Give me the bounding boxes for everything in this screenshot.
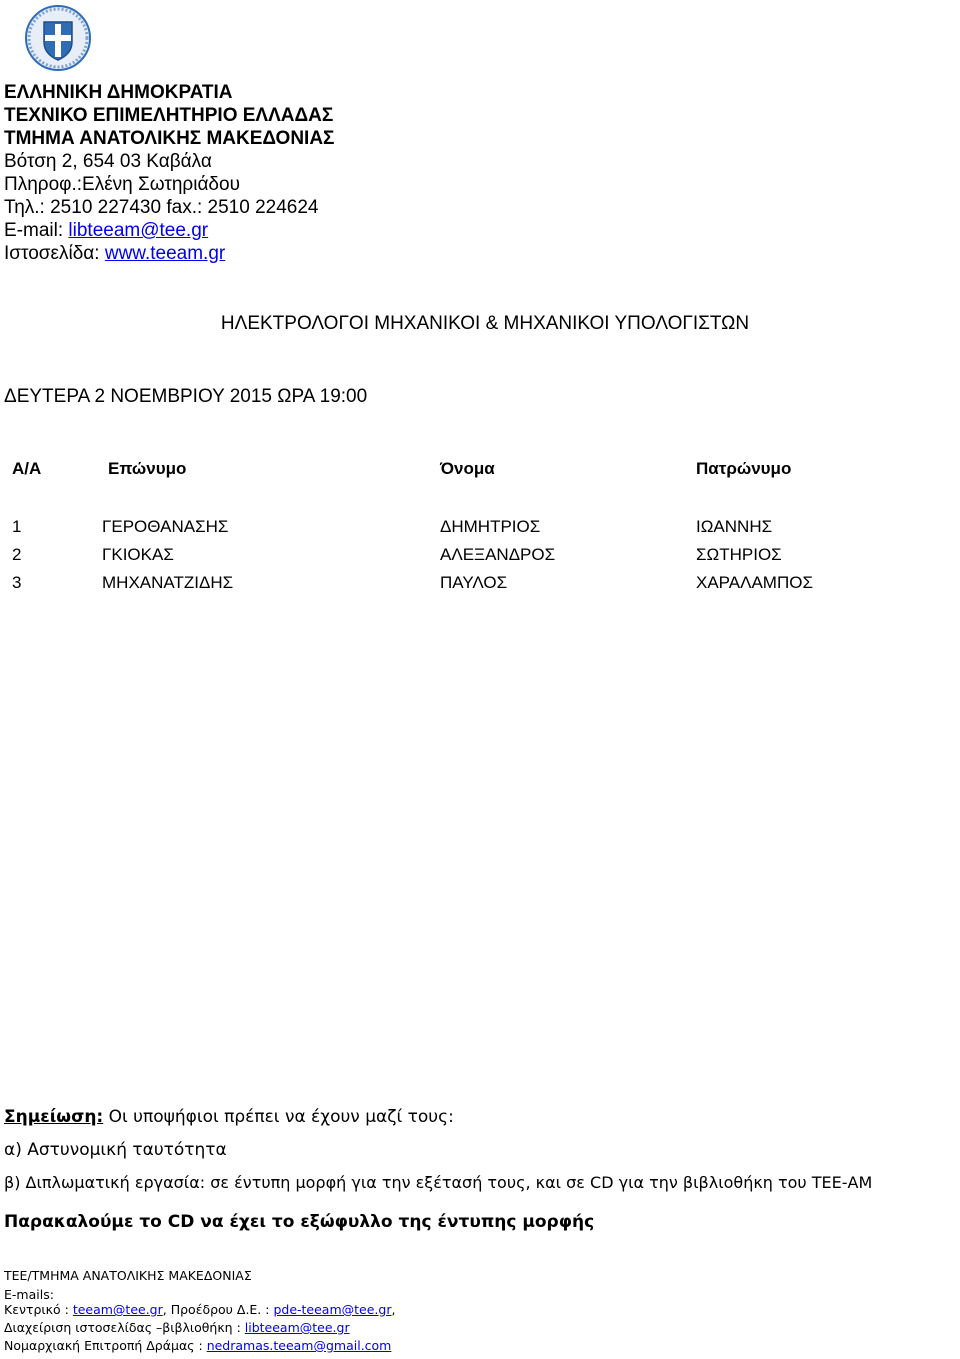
footer-emails-label: E-mails: bbox=[4, 1287, 54, 1302]
footer-library-line bbox=[4, 1318, 350, 1337]
note-text: Οι υποψήφιοι πρέπει να έχουν μαζί τους: bbox=[103, 1107, 454, 1127]
row-name: ΠΑΥΛΟΣ bbox=[440, 573, 508, 592]
email-label: E-mail: bbox=[4, 220, 69, 241]
phone-fax: Τηλ.: 2510 227430 fax.: 2510 224624 bbox=[4, 197, 319, 218]
note-label: Σημείωση: bbox=[4, 1107, 104, 1127]
row-surname: ΓΚΙΟΚΑΣ bbox=[102, 545, 174, 564]
footer-library-email[interactable]: libteeam@tee.gr bbox=[244, 1320, 350, 1335]
address: Βότση 2, 654 03 Καβάλα bbox=[4, 151, 212, 172]
footer-central-email[interactable]: teeam@tee.gr bbox=[72, 1302, 163, 1317]
col-header-name: Όνομα bbox=[440, 459, 495, 478]
col-header-aa: Α/Α bbox=[12, 459, 42, 478]
note-item-b: β) Διπλωματική εργασία: σε έντυπη μορφή για την εξέτασή τους, και σε CD για την βιβλιοθήκη του ΤΕΕ-ΑΜ bbox=[4, 1173, 873, 1192]
row-surname: ΓΕΡΟΘΑΝΑΣΗΣ bbox=[102, 517, 229, 536]
row-father: ΙΩΑΝΝΗΣ bbox=[696, 517, 773, 536]
footer-library-label: Διαχείριση ιστοσελίδας –βιβλιοθήκη : bbox=[4, 1320, 245, 1335]
org-line-3: ΤΜΗΜΑ ΑΝΑΤΟΛΙΚΗΣ ΜΑΚΕΔΟΝΙΑΣ bbox=[4, 128, 335, 149]
row-number: 2 bbox=[12, 545, 22, 564]
row-father: ΣΩΤΗΡΙΟΣ bbox=[696, 545, 782, 564]
note-item-a: α) Αστυνομική ταυτότητα bbox=[4, 1140, 227, 1160]
exam-date: ΔΕΥΤΕΡΑ 2 ΝΟΕΜΒΡΙΟΥ 2015 ΩΡΑ 19:00 bbox=[4, 386, 368, 407]
footer-president-email[interactable]: pde-teeam@tee.gr bbox=[273, 1302, 392, 1317]
footer-president-label: , Προέδρου Δ.Ε. : bbox=[162, 1302, 274, 1317]
email-line bbox=[4, 219, 208, 242]
row-father: ΧΑΡΑΛΑΜΠΟΣ bbox=[696, 573, 813, 592]
website-line bbox=[4, 242, 225, 265]
footer-drama-email[interactable]: nedramas.teeam@gmail.com bbox=[206, 1338, 392, 1353]
row-name: ΑΛΕΞΑΝΔΡΟΣ bbox=[440, 545, 556, 564]
note-emphasis: Παρακαλούμε το CD να έχει το εξώφυλλο της έντυπης μορφής bbox=[4, 1212, 595, 1232]
greek-emblem-logo bbox=[24, 4, 92, 72]
row-number: 3 bbox=[12, 573, 22, 592]
col-header-father: Πατρώνυμο bbox=[696, 459, 792, 478]
email-link[interactable]: libteeam@tee.gr bbox=[68, 220, 209, 241]
footer-drama-label: Νομαρχιακή Επιτροπή Δράμας : bbox=[4, 1338, 207, 1353]
info-contact: Πληροφ.:Ελένη Σωτηριάδου bbox=[4, 174, 240, 195]
org-line-2: ΤΕΧΝΙΚΟ ΕΠΙΜΕΛΗΤΗΡΙΟ ΕΛΛΑΔΑΣ bbox=[4, 105, 334, 126]
row-name: ΔΗΜΗΤΡΙΟΣ bbox=[440, 517, 541, 536]
footer-central-line bbox=[4, 1300, 395, 1319]
row-surname: ΜΗΧΑΝΑΤΖΙΔΗΣ bbox=[102, 573, 234, 592]
website-label: Ιστοσελίδα: bbox=[4, 243, 105, 264]
website-link[interactable]: www.teeam.gr bbox=[104, 243, 226, 264]
footer-central-label: Κεντρικό : bbox=[4, 1302, 73, 1317]
specialty-title: ΗΛΕΚΤΡΟΛΟΓΟΙ ΜΗΧΑΝΙΚΟΙ & ΜΗΧΑΝΙΚΟΙ ΥΠΟΛΟΓΙΣΤΩΝ bbox=[220, 313, 750, 334]
col-header-surname: Επώνυμο bbox=[108, 459, 187, 478]
footer-drama-line bbox=[4, 1336, 391, 1355]
footer-president-suffix: , bbox=[391, 1302, 396, 1317]
note-line bbox=[4, 1107, 454, 1127]
row-number: 1 bbox=[12, 517, 22, 536]
org-line-1: ΕΛΛΗΝΙΚΗ ΔΗΜΟΚΡΑΤΙΑ bbox=[4, 82, 233, 103]
footer-org: ΤΕΕ/ΤΜΗΜΑ ΑΝΑΤΟΛΙΚΗΣ ΜΑΚΕΔΟΝΙΑΣ bbox=[4, 1268, 252, 1283]
